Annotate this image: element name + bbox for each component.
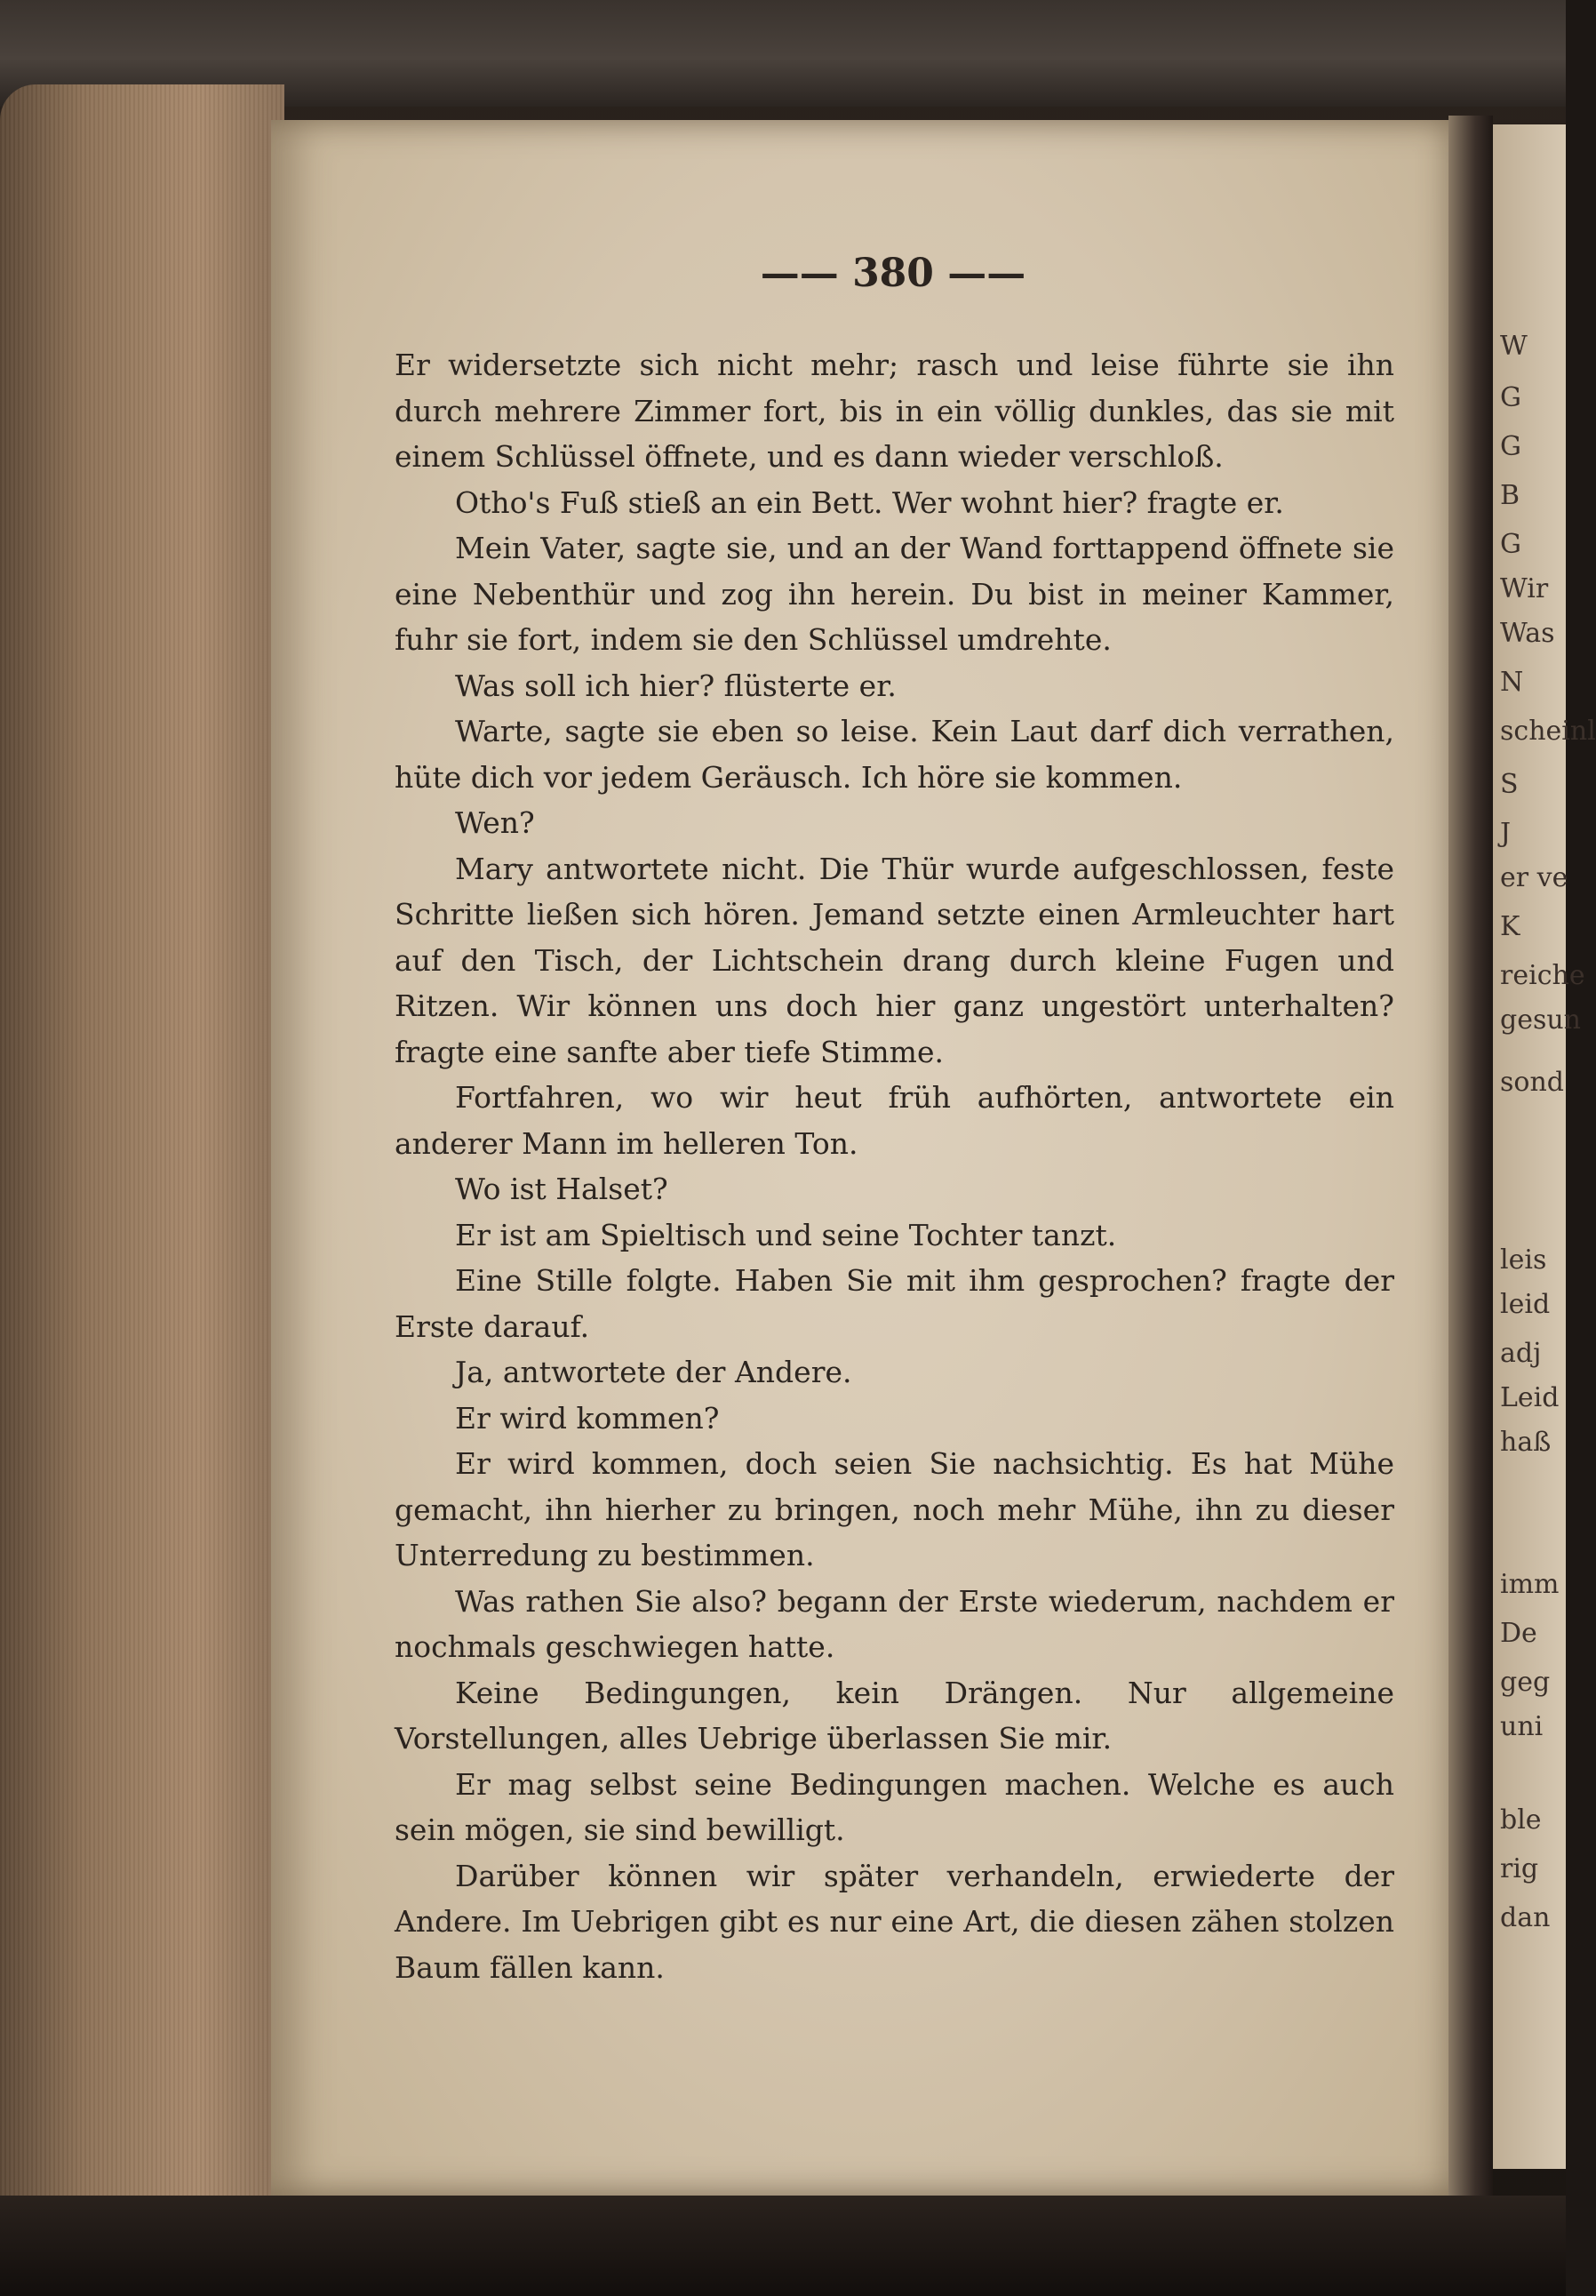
next-page-fragment: ble	[1500, 1804, 1542, 1836]
next-page-fragment: De	[1500, 1618, 1537, 1649]
next-page-fragment: imm	[1500, 1569, 1560, 1600]
page-number-header: —— 380 ——	[760, 251, 1026, 296]
paragraph: Mary antwortete nicht. Die Thür wurde aufgeschlossen, feste Schritte ließen sich hören. Jemand setzte einen Armleuchter hart auf den Tisch, der Lichtschein drang durch kleine Fugen und Ritzen. Wir können uns doch hier ganz ungestört unterhalten? fragte eine sanfte aber tiefe Stimme.	[395, 851, 1394, 1069]
bottom-shadow	[0, 2196, 1566, 2296]
paragraph: Was rathen Sie also? begann der Erste wiederum, nachdem er nochmals geschwiegen hatte.	[395, 1583, 1394, 1664]
paragraph: Er wird kommen?	[455, 1400, 720, 1436]
next-page-fragment: gesun	[1500, 1004, 1581, 1036]
next-page-fragment: geg	[1500, 1667, 1551, 1698]
next-page-fragment: K	[1500, 911, 1520, 942]
next-page-fragment: uni	[1500, 1711, 1544, 1742]
next-page-fragment: adj	[1500, 1338, 1542, 1369]
paragraph: Fortfahren, wo wir heut früh aufhörten, antwortete ein anderer Mann im helleren Ton.	[395, 1080, 1394, 1161]
page-block-edge	[0, 84, 284, 2296]
next-page-fragment: Wir	[1500, 573, 1549, 604]
next-page-fragment: leid	[1500, 1289, 1551, 1320]
book-gutter	[1448, 116, 1493, 2196]
next-page-fragment: N	[1500, 667, 1524, 698]
paragraph: Otho's Fuß stieß an ein Bett. Wer wohnt hier? fragte er.	[455, 484, 1284, 520]
next-page-fragment: G	[1500, 431, 1521, 462]
next-page-fragment: Leid	[1500, 1382, 1560, 1413]
next-page-fragment: haß	[1500, 1427, 1552, 1458]
paragraph: Er wird kommen, doch seien Sie nachsichtig. Es hat Mühe gemacht, ihn hierher zu bringen, noch mehr Mühe, ihn zu dieser Unterredung zu bestimmen.	[395, 1446, 1394, 1572]
next-page-fragment: Was	[1500, 618, 1555, 649]
paragraph: Er ist am Spieltisch und seine Tochter tanzt.	[455, 1217, 1117, 1252]
next-page-fragment: leis	[1500, 1244, 1547, 1276]
next-page-fragment: W	[1500, 331, 1528, 362]
paragraph: Wo ist Halset?	[455, 1172, 668, 1206]
next-page-edge	[1493, 124, 1596, 2169]
paragraph: Eine Stille folgte. Haben Sie mit ihm gesprochen? fragte der Erste darauf.	[395, 1263, 1394, 1344]
paragraph: Wen?	[455, 805, 535, 840]
next-page-fragment: G	[1500, 382, 1521, 413]
next-page-fragment: G	[1500, 529, 1521, 560]
next-page-fragment: scheinl	[1500, 716, 1596, 747]
page-body-text	[395, 342, 1394, 1990]
next-page-fragment: rig	[1500, 1853, 1539, 1884]
paragraph: Warte, sagte sie eben so leise. Kein Laut darf dich verrathen, hüte dich vor jedem Geräusch. Ich höre sie kommen.	[395, 714, 1394, 795]
paragraph: Was soll ich hier? flüsterte er.	[455, 668, 897, 703]
next-page-fragment: sond	[1500, 1067, 1564, 1098]
next-page-fragment: er ve	[1500, 862, 1568, 893]
paragraph: Keine Bedingungen, kein Drängen. Nur allgemeine Vorstellungen, alles Uebrige überlassen Sie mir.	[395, 1675, 1394, 1756]
next-page-fragment: J	[1500, 818, 1512, 849]
next-page-fragment: dan	[1500, 1902, 1551, 1933]
paragraph: Mein Vater, sagte sie, und an der Wand forttappend öffnete sie eine Nebenthür und zog ihn herein. Du bist in meiner Kammer, fuhr sie fort, indem sie den Schlüssel umdrehte.	[395, 531, 1394, 657]
paragraph: Ja, antwortete der Andere.	[455, 1355, 852, 1389]
paragraph: Darüber können wir später verhandeln, erwiederte der Andere. Im Uebrigen gibt es nur eine Art, die diesen zähen stolzen Baum fällen kann.	[395, 1858, 1394, 1985]
paragraph: Er mag selbst seine Bedingungen machen. Welche es auch sein mögen, sie sind bewilligt.	[395, 1766, 1394, 1847]
next-page-fragment: reiche	[1500, 960, 1585, 991]
paragraph: Er widersetzte sich nicht mehr; rasch und leise führte sie ihn durch mehrere Zimmer fort, bis in ein völlig dunkles, das sie mit einem Schlüssel öffnete, und es dann wieder verschloß.	[395, 348, 1394, 474]
next-page-fragment: B	[1500, 480, 1520, 511]
next-page-fragment: S	[1500, 769, 1519, 800]
